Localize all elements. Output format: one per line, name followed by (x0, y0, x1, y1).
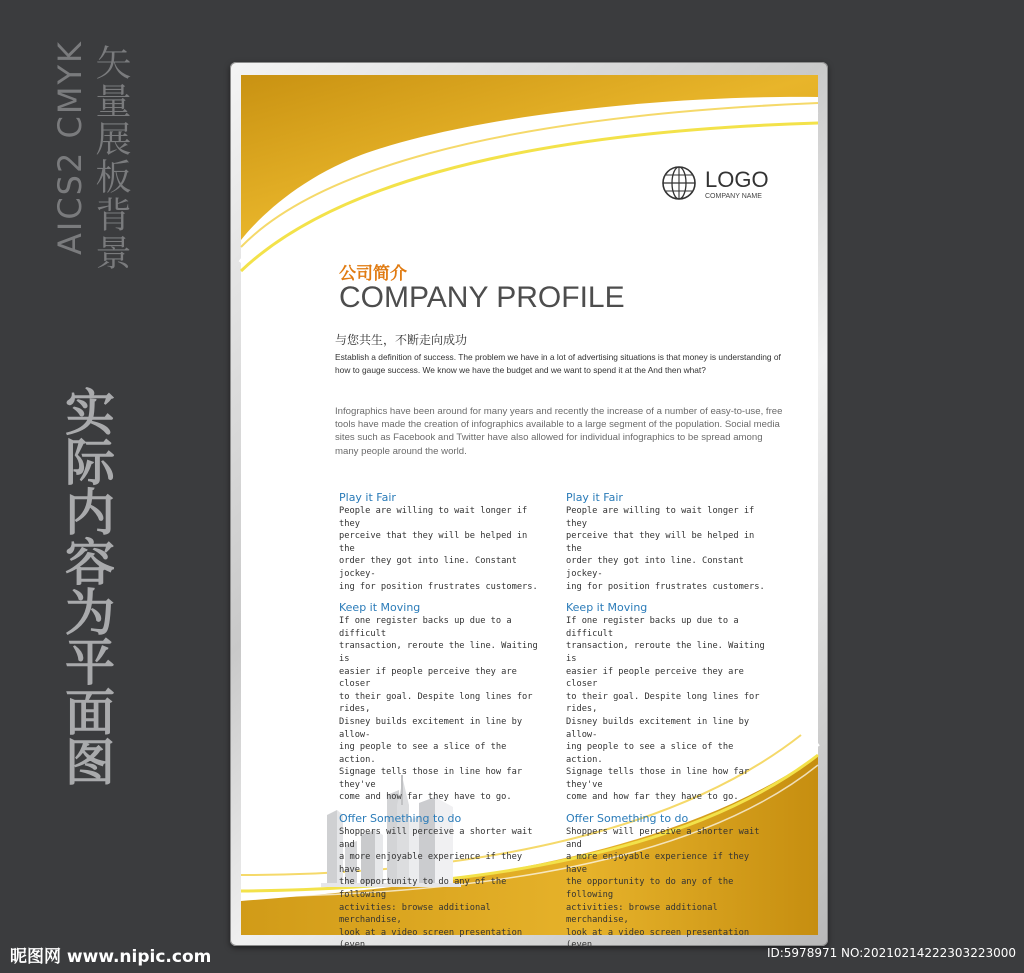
company-profile-title: COMPANY PROFILE (339, 281, 625, 314)
chinese-title: 公司简介 (339, 264, 407, 284)
logo-text: LOGO (705, 167, 769, 192)
section-body: People are willing to wait longer if they perceive that they will be helped in the order they got into line. Constant jockey- ing for position frustrates customers. (566, 506, 765, 592)
slogan: 与您共生，不断走向成功 (335, 333, 468, 347)
side-vertical-english: AICS2 CMYK (51, 40, 89, 255)
poster-board (241, 75, 818, 951)
section-heading: Keep it Moving (566, 601, 648, 615)
left-column (339, 491, 544, 960)
section-body: If one register backs up due to a difficult transaction, reroute the line. Waiting is easier if people perceive they are closer to their goal. Despite long lines for rides, Disney builds excitement in line by allow- ing people to see a slice of the action. Signage tells those in line how far they've come and how far they have to go. (339, 616, 538, 803)
side-vertical-chinese: 矢量展板背景 (90, 44, 131, 272)
section-keep-it-moving (566, 601, 771, 804)
side-caption: 实际内容为平面图 (57, 386, 115, 786)
section-keep-it-moving (339, 601, 544, 804)
section-offer-something (566, 812, 771, 952)
section-play-it-fair (339, 491, 544, 593)
logo-company-name: COMPANY NAME (705, 193, 762, 200)
intro-text: Establish a definition of success. The problem we have in a lot of advertising situations is that money is understanding of how to gauge success. We know we have the budget and we want to spend it at the And then what? (335, 352, 781, 375)
section-heading: Play it Fair (566, 491, 623, 504)
infographics-paragraph: Infographics have been around for many years and recently the increase of a number of easy-to-use, free tools have made the creation of infographics available to a large segment of the population. Social media sites such as Facebook and Twitter have also allowed for individual infographics to be spread among many people around the world. (335, 406, 783, 457)
globe-logo-icon (661, 165, 697, 201)
section-heading: Play it Fair (339, 491, 396, 504)
section-body: Shoppers will perceive a shorter wait and a more enjoyable experience if they have the opportunity to do any of the following activities: browse additional merchandise, look at a video screen presentation (even (339, 827, 533, 951)
watermark-text: 昵图网 www.nipic.com (10, 947, 212, 967)
right-column (566, 491, 771, 960)
section-body: People are willing to wait longer if they perceive that they will be helped in the order they got into line. Constant jockey- ing for position frustrates customers. (339, 506, 538, 592)
section-offer-something (339, 812, 544, 952)
section-body: If one register backs up due to a difficult transaction, reroute the line. Waiting is easier if people perceive they are closer to their goal. Despite long lines for rides, Disney builds excitement in line by allow- ing people to see a slice of the action. Signage tells those in line how far they've come and how far they have to go. (566, 616, 765, 803)
section-play-it-fair (566, 491, 771, 593)
section-heading: Offer Something to do (339, 812, 462, 826)
section-heading: Offer Something to do (566, 812, 689, 826)
section-heading: Keep it Moving (339, 601, 421, 615)
section-body: Shoppers will perceive a shorter wait and a more enjoyable experience if they have the opportunity to do any of the following activities: browse additional merchandise, look at a video screen presentation (even (566, 827, 760, 951)
image-id-text: ID:5978971 NO:20210214222303223000 (766, 946, 1016, 960)
